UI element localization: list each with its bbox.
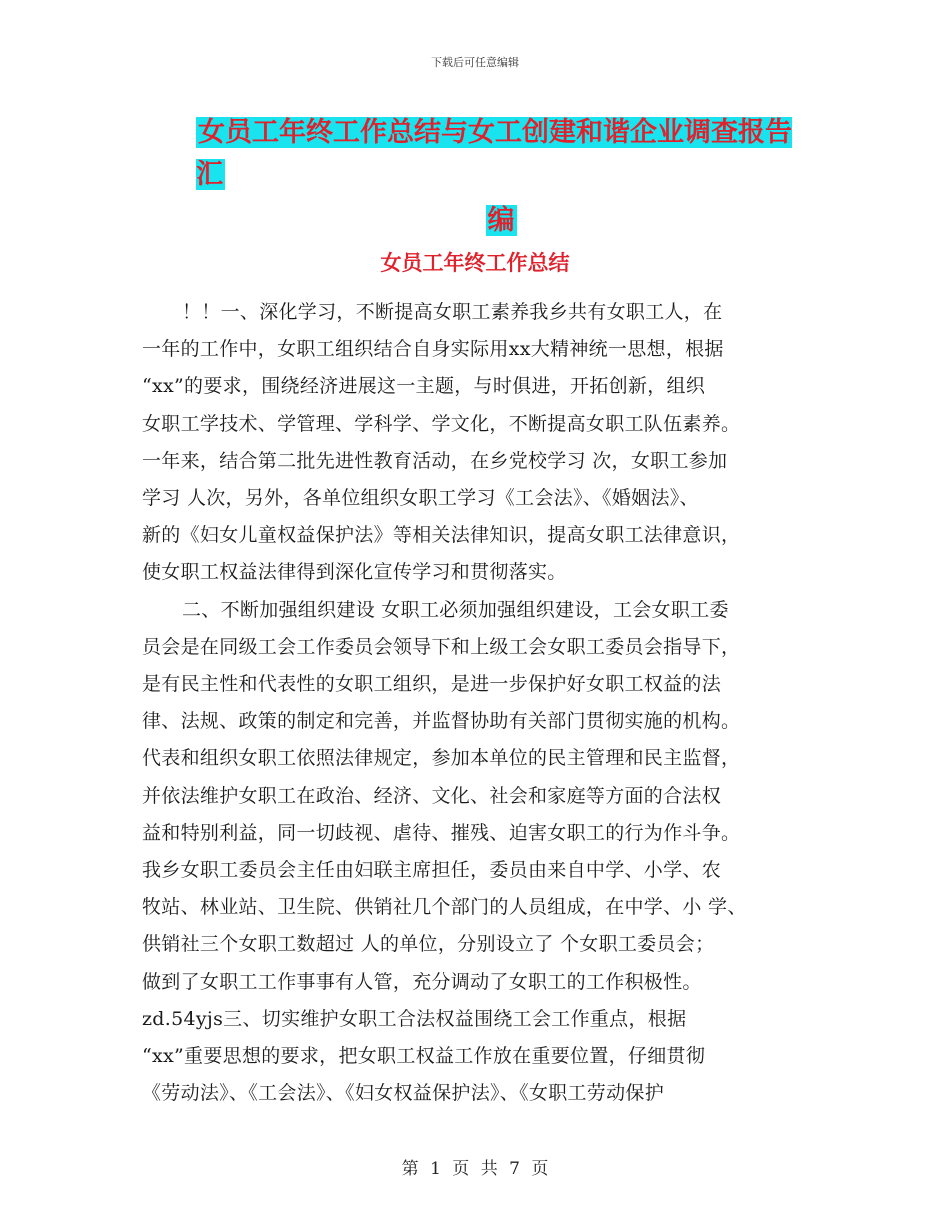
body-line: 女职工学技术、学管理、学科学、学文化，不断提高女职工队伍素养。 xyxy=(142,412,741,435)
page-number-footer: 第 1 页 共 7 页 xyxy=(401,1159,549,1179)
body-line: 牧站、林业站、卫生院、供销社几个部门的人员组成，在中学、小 学、 xyxy=(142,896,747,919)
body-line: 做到了女职工工作事事有人管，充分调动了女职工的工作积极性。 xyxy=(142,970,702,993)
body-line: 员会是在同级工会工作委员会领导下和上级工会女职工委员会指导下， xyxy=(142,635,741,658)
title-line-2: 编 xyxy=(487,205,515,236)
body-line: 《劳动法》、《工会法》、《妇女权益保护法》、《女职工劳动保护 xyxy=(142,1082,665,1105)
body-line: “xx”重要思想的要求，把女职工权益工作放在重要位置，仔细贯彻 xyxy=(142,1045,706,1068)
body-line: 是有民主性和代表性的女职工组织，是进一步保护好女职工权益的法 xyxy=(142,673,722,696)
body-line: 二、不断加强组织建设 女职工必须加强组织建设，工会女职工委 xyxy=(182,598,729,621)
body-line: ！！一、深化学习，不断提高女职工素养我乡共有女职工人，在 xyxy=(182,301,723,323)
document-title xyxy=(196,112,806,242)
body-text xyxy=(142,294,822,1112)
body-line: 一年的工作中，女职工组织结合自身实际用xx大精神统一思想，根据 xyxy=(142,338,724,361)
body-line: 一年来，结合第二批先进性教育活动，在乡党校学习 次，女职工参加 xyxy=(142,449,728,472)
body-line: 律、法规、政策的制定和完善，并监督协助有关部门贯彻实施的机构。 xyxy=(142,710,741,733)
body-line: 使女职工权益法律得到深化宣传学习和贯彻落实。 xyxy=(142,561,567,584)
body-line: 新的《妇女儿童权益保护法》等相关法律知识，提高女职工法律意识， xyxy=(142,524,741,547)
body-line: 益和特别利益，同一切歧视、虐待、摧残、迫害女职工的行为作斗争。 xyxy=(142,821,741,844)
body-line: 并依法维护女职工在政治、经济、文化、社会和家庭等方面的合法权 xyxy=(142,784,722,807)
body-line: 学习 人次，另外，各单位组织女职工学习《工会法》、《婚姻法》、 xyxy=(142,487,699,510)
section-title: 女员工年终工作总结 xyxy=(380,251,570,275)
body-line: 供销社三个女职工数超过 人的单位，分别设立了 个女职工委员会； xyxy=(142,933,715,956)
body-line: zd.54yjs三、切实维护女职工合法权益围绕工会工作重点，根据 xyxy=(142,1007,687,1030)
body-line: “xx”的要求，围绕经济进展这一主题，与时俱进，开拓创新，组织 xyxy=(142,375,706,398)
title-line-1: 女员工年终工作总结与女工创建和谐企业调查报告汇 xyxy=(196,117,792,190)
body-line: 我乡女职工委员会主任由妇联主席担任，委员由来自中学、小学、农 xyxy=(142,859,722,882)
header-note: 下载后可任意编辑 xyxy=(431,56,519,69)
body-line: 代表和组织女职工依照法律规定，参加本单位的民主管理和民主监督， xyxy=(142,747,741,770)
